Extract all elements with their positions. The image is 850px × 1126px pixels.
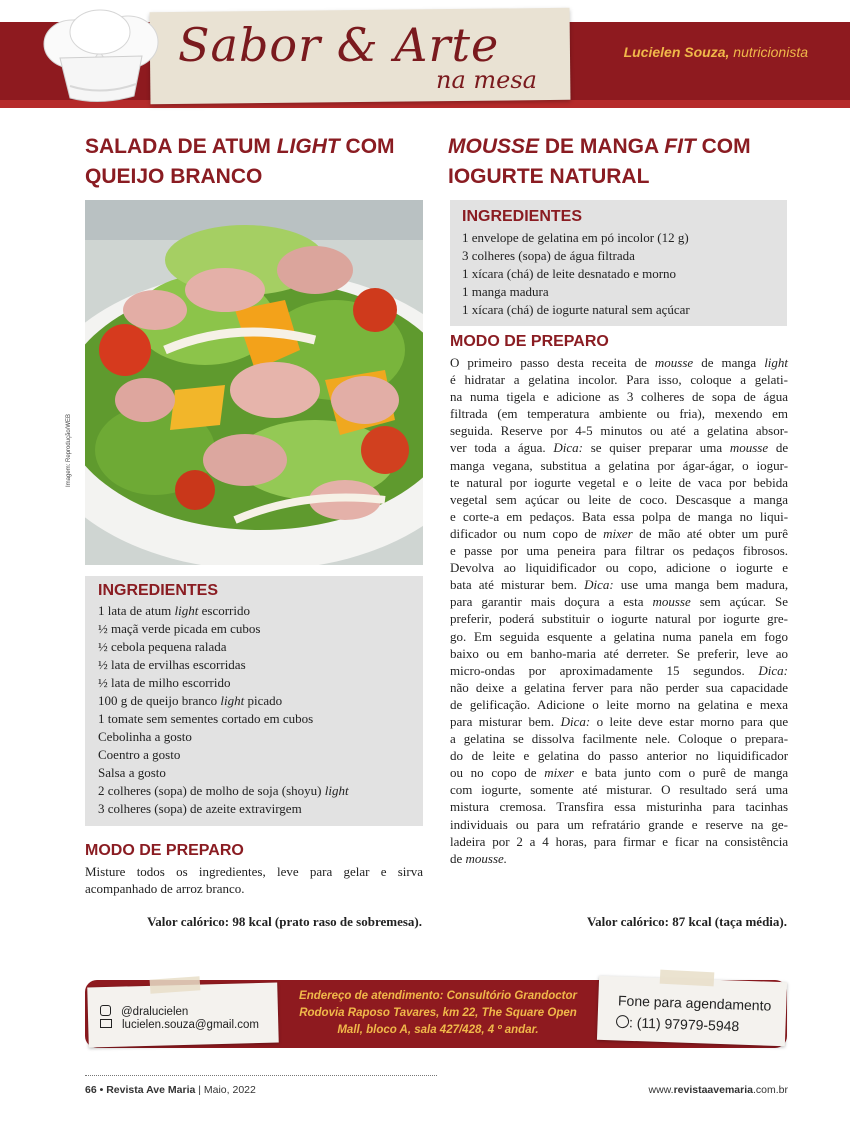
method-line: ver toda a água. Dica: se quiser preparar uma mousse de	[450, 440, 789, 456]
recipe1-ingredients-list	[98, 602, 418, 818]
method-line: preferir, poderá substituir o iogurte natural por iogurte gre-	[450, 611, 789, 627]
method-line: a gelatina se dissolva facilmente nele. Coloque o prepara-	[450, 731, 789, 747]
recipe1-method-heading: MODO DE PREPARO	[85, 842, 244, 859]
recipe2-method-heading: MODO DE PREPARO	[450, 333, 609, 350]
method-italic: Dica:	[553, 440, 583, 456]
footer-left: 66 • Revista Ave Maria | Maio, 2022	[85, 1084, 256, 1096]
method-italic: mousse	[654, 355, 694, 370]
instagram-handle: @dralucielen	[121, 1006, 189, 1018]
method-line: na numa tigela e adicione as 3 colheres de sopa de água	[450, 389, 789, 405]
method-italic: light	[764, 355, 789, 370]
recipe2-title	[448, 132, 788, 192]
recipe1-calories: Valor calórico: 98 kcal (prato raso de sobremesa).	[147, 914, 422, 929]
author-name: Lucielen Souza,	[623, 44, 730, 60]
ingredient-item: ½ lata de milho escorrido	[98, 675, 231, 690]
ingredient-item: 1 lata de atum light escorrido	[98, 603, 250, 618]
method-line: e passe por uma peneira para filtrar os pedaços fibrosos.	[450, 543, 789, 559]
method-line: ladeira por 2 a 4 horas, para firmar e ficar na consistência	[450, 833, 789, 849]
ingredient-item: 1 xícara (chá) de leite desnatado e morno	[462, 266, 677, 281]
method-line: bata até misturar bem. Dica: use uma manga bem madura,	[450, 577, 789, 593]
site-prefix: www.	[648, 1084, 674, 1096]
method-italic: mousse	[729, 440, 769, 456]
method-line: filtrada (em temperatura ambiente ou fria), mexendo em	[450, 406, 789, 422]
method-line: para misturar bem. Dica: o leite deve estar morno para que	[450, 713, 789, 729]
author-role: nutricionista	[733, 44, 808, 60]
method-line: de gelificação. Adicione o leite morno na gelatina e mexa	[450, 696, 789, 712]
recipe1-title-part: COM	[339, 135, 395, 158]
page-number: 66	[85, 1084, 97, 1096]
recipe2-calories: Valor calórico: 87 kcal (taça média).	[586, 914, 787, 929]
method-line: seguida. Reserve por 4-5 minutos ou até a gelatina absor-	[450, 423, 789, 439]
ingredient-item: Cebolinha a gosto	[98, 729, 192, 744]
whatsapp-icon	[616, 1015, 629, 1028]
ingredient-item: 2 colheres (sopa) de molho de soja (shoyu) light	[98, 783, 349, 798]
method-line: dificador ou num copo de mixer de mão até obter um purê	[450, 525, 788, 541]
phone-label: Fone para agendamento	[617, 992, 772, 1014]
method-line: mistura cremosa. Transfira essa misturinha para tacinhas	[450, 799, 789, 815]
method-line: e corte-a em pedaços. Bata essa polpa de manga no liqui-	[450, 508, 789, 524]
ingredient-item: ½ cebola pequena ralada	[98, 639, 227, 654]
method-italic: mixer	[603, 525, 633, 541]
method-line: do de leite e gelatina do passo anterior no liquidificador	[450, 748, 789, 764]
clinic-address: Endereço de atendimento: Consultório Grandoctor Rodovia Raposo Tavares, km 22, The Square Open Mall, bloco A, sala 427/428, 4 º andar.	[299, 990, 577, 1036]
email-address: lucielen.souza@gmail.com	[122, 1019, 259, 1031]
method-line: individuais ou para um refratário grande e reserve na ge-	[450, 816, 788, 832]
brand-subtitle: na mesa	[436, 66, 537, 94]
site-name: revistaavemaria	[673, 1084, 753, 1096]
method-line: vegetal sem açúcar ou leite de coco. Descasque a manga	[450, 491, 789, 507]
footer-rule	[85, 1075, 437, 1076]
brand-title: Sabor & Arte	[178, 18, 500, 72]
method-italic: Dica:	[584, 577, 614, 593]
ingredient-item: Coentro a gosto	[98, 747, 181, 762]
site-suffix: .com.br	[752, 1084, 788, 1096]
instagram-icon	[100, 1005, 111, 1016]
tuna-salad-photo	[85, 200, 423, 565]
recipe2-title-italic: MOUSSE	[448, 135, 540, 158]
recipe1-ingredients-heading: INGREDIENTES	[98, 582, 219, 599]
ingredient-item: 3 colheres (sopa) de água filtrada	[462, 248, 635, 263]
method-line: manga vegana, substitua a gelatina por ágar-ágar, o iogur-	[450, 457, 789, 473]
ingredient-italic: light	[220, 693, 245, 708]
method-line: de mousse.	[450, 850, 508, 866]
method-line: baixo ou em banho-maria até derreter. Se preferir, leve ao	[450, 645, 789, 661]
recipe2-title-part: COM	[695, 135, 751, 158]
ingredient-item: 100 g de queijo branco light picado	[98, 693, 283, 708]
recipe1-title-italic: LIGHT	[276, 135, 340, 158]
method-line: go. Em seguida esquente a gelatina numa panela em fogo	[450, 628, 789, 644]
ingredient-item: 1 manga madura	[462, 284, 549, 299]
ingredient-item: 3 colheres (sopa) de azeite extravirgem	[98, 801, 302, 816]
magazine-name: Revista Ave Maria	[106, 1084, 196, 1096]
method-line: Devolva ao liquidificador ou copo, adicione o iogurte e	[450, 560, 789, 576]
method-line: é hidratar a gelatina incolor. Para isso, coloque a gelati-	[450, 372, 788, 388]
ingredient-item: 1 tomate sem sementes cortado em cubos	[98, 711, 314, 726]
image-credit: Imagem: Reprodução/WEB	[66, 413, 72, 487]
author-credit	[560, 44, 808, 60]
method-italic: Dica:	[560, 713, 591, 729]
ingredient-item: ½ maçã verde picada em cubos	[98, 621, 261, 636]
method-line: com iogurte, somente até misturar. O resultado será uma	[450, 782, 789, 798]
ingredient-italic: light	[324, 783, 349, 798]
ingredient-italic: light	[174, 603, 199, 618]
method-line: O primeiro passo desta receita de mousse de manga light	[450, 355, 789, 370]
issue-date: Maio, 2022	[203, 1084, 256, 1096]
method-line: não deixe a gelatina ferver para não perder sua capacidade	[450, 679, 789, 695]
tape-strip	[660, 970, 715, 987]
ingredient-item: 1 envelope de gelatina em pó incolor (12 g)	[462, 230, 689, 245]
method-line: te natural por iogurte vegetal e o leite de vaca por bebida	[450, 474, 788, 490]
mail-icon	[100, 1019, 112, 1028]
instagram-contact[interactable]	[100, 1005, 188, 1018]
method-italic: mixer	[544, 765, 574, 781]
method-italic: Dica:	[758, 662, 788, 678]
recipe1-title-line2: QUEIJO BRANCO	[85, 165, 263, 188]
method-line: micro-ondas por aproximadamente 15 segundos. Dica:	[450, 662, 788, 678]
recipe2-ingredients-list	[462, 229, 782, 319]
recipe2-ingredients-heading: INGREDIENTES	[462, 208, 583, 225]
recipe2-title-line2: IOGURTE NATURAL	[448, 165, 650, 188]
website-link[interactable]	[560, 1084, 788, 1096]
recipe2-title-part: DE MANGA	[539, 135, 665, 158]
email-contact[interactable]	[100, 1019, 259, 1031]
recipe1-method-text: Misture todos os ingredientes, leve para gelar e sirva acompanhado de arroz branco.	[85, 864, 423, 897]
bullet: •	[99, 1084, 104, 1096]
method-italic: mousse.	[465, 850, 508, 866]
method-line: para garantir mais doçura a esta mousse sem açúcar. Se	[450, 594, 788, 610]
recipe2-title-italic: FIT	[664, 135, 696, 158]
method-line: ou no copo de mixer e bata junto com o purê de manga	[450, 765, 789, 781]
ingredient-item: ½ lata de ervilhas escorridas	[98, 657, 246, 672]
recipe1-title	[85, 132, 425, 192]
recipe1-title-part: SALADA DE ATUM	[85, 135, 277, 158]
ingredient-item: Salsa a gosto	[98, 765, 166, 780]
phone-number: : (11) 97979-5948	[628, 1014, 740, 1035]
chef-hat-icon	[30, 6, 170, 108]
method-italic: mousse	[652, 594, 691, 610]
recipe2-method-text	[450, 354, 788, 867]
ingredient-item: 1 xícara (chá) de iogurte natural sem açúcar	[462, 302, 690, 317]
